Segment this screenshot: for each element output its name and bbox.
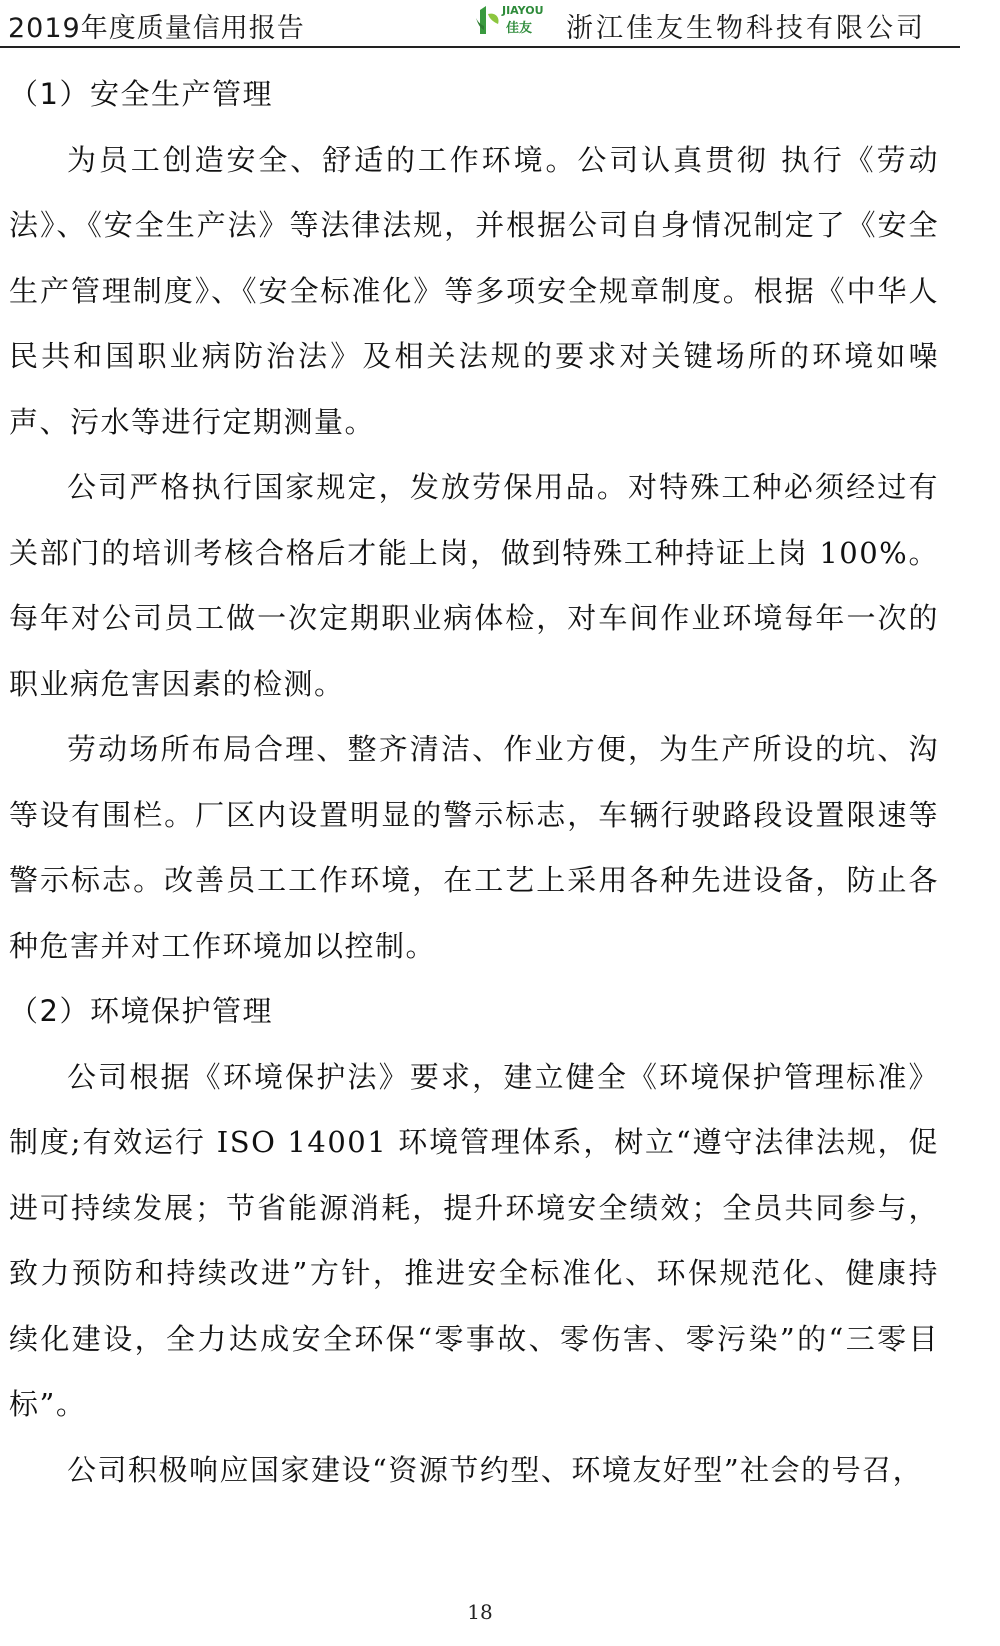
section-heading: （1）安全生产管理 — [9, 77, 273, 111]
paragraph: 公司根据《环境保护法》要求，建立健全《环境保护管理标准》制度;有效运行 ISO 14001 环境管理体系，树立“遵守法律法规，促进可持续发展；节省能源消耗，提升环境安全绩效；全员共同参与，致力预防和持续改进”方针，推进安全标准化、环保规范化、健康持续化建设，全力达成安全环保“零事故、零伤害、零污染”的“三零目标”。 — [9, 1059, 939, 1421]
paragraph: 公司严格执行国家规定，发放劳保用品。对特殊工种必须经过有关部门的培训考核合格后才能上岗，做到特殊工种持证上岗 100%。每年对公司员工做一次定期职业病体检，对车间作业环境每年一次的职业病危害因素的检测。 — [9, 470, 939, 701]
header-divider — [0, 46, 960, 48]
logo-wordmark: JIAYOU — [502, 4, 544, 17]
page-number: 18 — [467, 1600, 493, 1624]
report-title: 2019年度质量信用报告 — [8, 13, 305, 44]
paragraph: 为员工创造安全、舒适的工作环境。公司认真贯彻 执行《劳动法》、《安全生产法》等法律法规，并根据公司自身情况制定了《安全生产管理制度》、《安全标准化》等多项安全规章制度。根据《中华人民共和国职业病防治法》及相关法规的要求对关键场所的环境如噪声、污水等进行定期测量。 — [9, 142, 939, 439]
paragraph: 劳动场所布局合理、整齐清洁、作业方便，为生产所设的坑、沟等设有围栏。厂区内设置明显的警示标志，车辆行驶路段设置限速等警示标志。改善员工工作环境，在工艺上采用各种先进设备，防止各种危害并对工作环境加以控制。 — [9, 732, 939, 963]
page-header — [0, 0, 960, 46]
company-name: 浙江佳友生物科技有限公司 — [566, 13, 926, 44]
section-heading: （2）环境保护管理 — [9, 994, 273, 1028]
company-logo — [474, 4, 554, 38]
document-body — [9, 62, 939, 1503]
logo-chinese: 佳友 — [506, 21, 533, 36]
paragraph: 公司积极响应国家建设“资源节约型、环境友好型”社会的号召， — [67, 1452, 924, 1487]
leaf-logo-icon — [474, 4, 502, 38]
